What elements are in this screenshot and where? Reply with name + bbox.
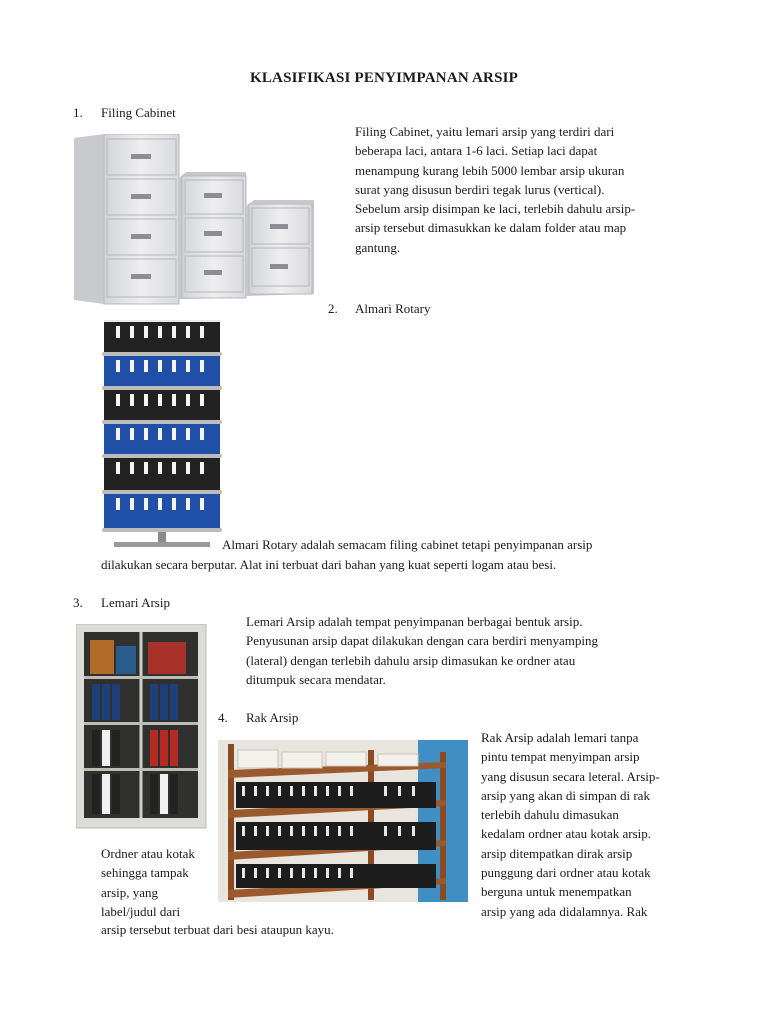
- section-1-paragraph: [355, 122, 635, 257]
- archive-cupboard-image: [76, 624, 208, 830]
- section-1-heading: Filing Cabinet: [101, 105, 176, 120]
- text-line: arsip yang akan di simpan di rak: [481, 787, 650, 803]
- section-2-heading: Almari Rotary: [355, 301, 431, 316]
- text-line: label/judul dari: [101, 903, 181, 919]
- text-line: kedalam ordner atau kotak arsip.: [481, 826, 652, 842]
- section-4-paragraph-right: [481, 728, 660, 921]
- section-4-last-line: arsip tersebut terbuat dari besi ataupun kayu.: [101, 922, 334, 937]
- text-line: sehingga tampak: [101, 865, 189, 881]
- section-1-number: 1.: [73, 105, 83, 120]
- rotary-cabinet-image: [100, 318, 224, 550]
- section-2-number: 2.: [328, 301, 338, 316]
- section-3-paragraph: [246, 612, 598, 689]
- section-3-number: 3.: [73, 595, 83, 610]
- text-line: Filing Cabinet, yaitu lemari arsip yang terdiri dari: [355, 124, 615, 139]
- section-2-line-2: dilakukan secara berputar. Alat ini terbuat dari bahan yang kuat seperti logam atau besi.: [101, 557, 557, 572]
- section-4-paragraph-left: [101, 844, 195, 921]
- text-line: arsip yang ada didalamnya. Rak: [481, 903, 648, 919]
- text-line: beberapa laci, antara 1-6 laci. Setiap laci dapat: [355, 143, 598, 159]
- text-line: arsip, yang: [101, 884, 159, 900]
- text-line: berguna untuk menempatkan: [481, 884, 632, 900]
- text-line: terlebih dahulu dimasukan: [481, 807, 619, 823]
- open-shelf-rack-image: [218, 740, 468, 902]
- section-2-line-1: Almari Rotary adalah semacam filing cabinet tetapi penyimpanan arsip: [222, 537, 593, 552]
- text-line: arsip tersebut dimasukkan ke dalam folder atau map: [355, 220, 627, 236]
- text-line: gantung.: [355, 239, 401, 255]
- section-4-number: 4.: [218, 710, 228, 725]
- text-line: menampung kurang lebih 5000 lembar arsip ukuran: [355, 162, 625, 178]
- text-line: Ordner atau kotak: [101, 846, 195, 861]
- text-line: Sebelum arsip disimpan ke laci, terlebih dahulu arsip-: [355, 201, 636, 217]
- section-4-heading: Rak Arsip: [246, 710, 299, 725]
- section-3-heading: Lemari Arsip: [101, 595, 170, 610]
- page-title: KLASIFIKASI PENYIMPANAN ARSIP: [249, 70, 519, 86]
- text-line: (lateral) dengan terlebih dahulu arsip dimasukan ke ordner atau: [246, 652, 576, 668]
- text-line: arsip ditempatkan dirak arsip: [481, 845, 633, 861]
- text-line: yang disusun secara leteral. Arsip-: [481, 768, 660, 784]
- text-line: surat yang disusun berdiri tegak lurus (vertical).: [355, 181, 605, 197]
- text-line: pintu tempat menyimpan arsip: [481, 749, 640, 765]
- text-line: ditumpuk secara mendatar.: [246, 671, 386, 687]
- text-line: punggung dari ordner atau kotak: [481, 865, 651, 881]
- text-line: Penyusunan arsip dapat dilakukan dengan cara berdiri menyamping: [246, 633, 598, 649]
- text-line: Lemari Arsip adalah tempat penyimpanan berbagai bentuk arsip.: [246, 614, 583, 629]
- filing-cabinet-image: [74, 134, 320, 306]
- text-line: Rak Arsip adalah lemari tanpa: [481, 730, 639, 745]
